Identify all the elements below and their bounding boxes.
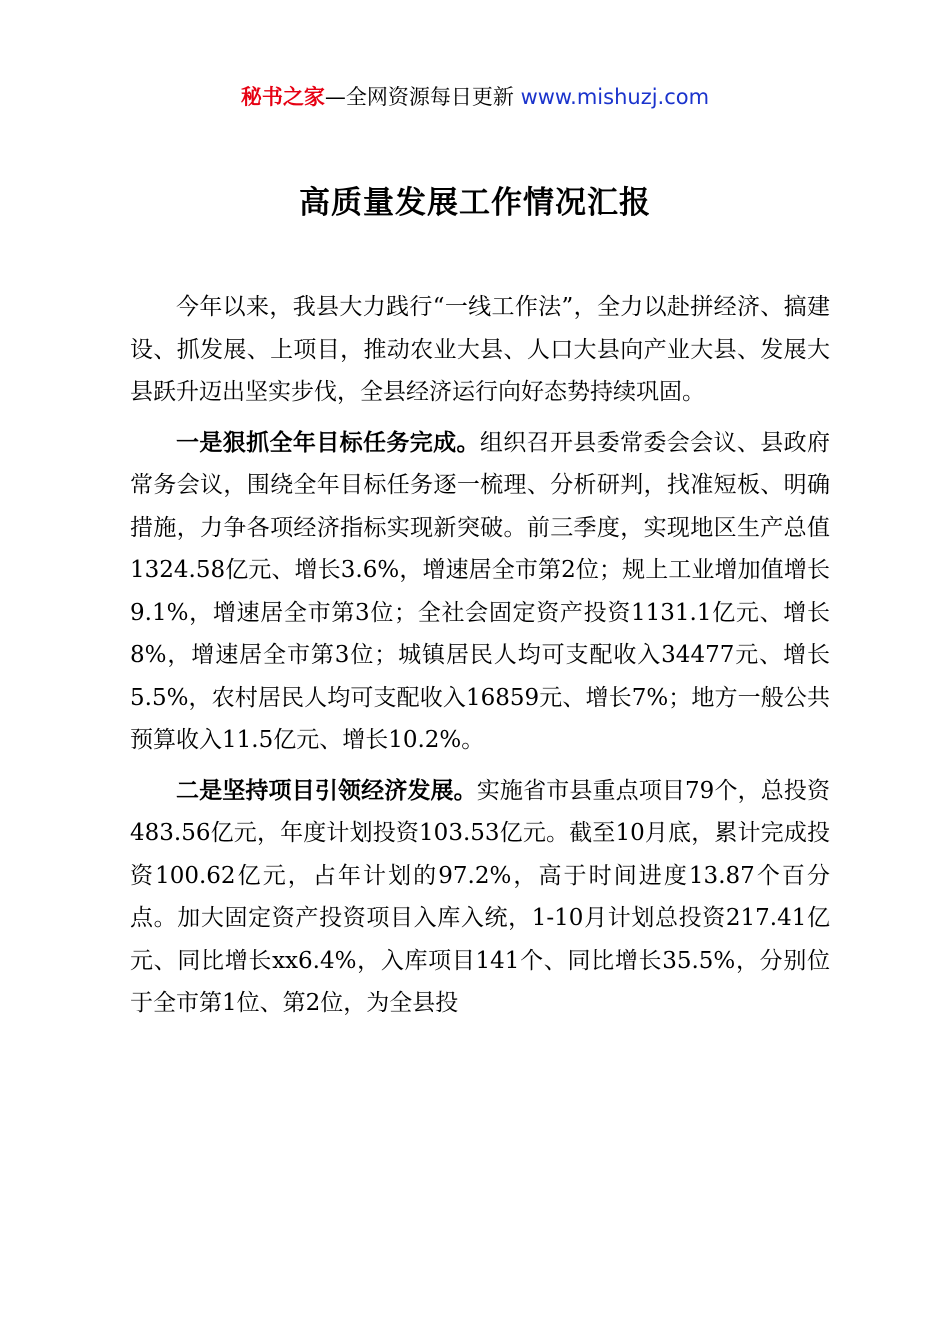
paragraph-text: 实施省市县重点项目79个，总投资483.56亿元，年度计划投资103.53亿元。截至10月底，累计完成投资100.62亿元，占年计划的97.2%，高于时间进度13.87个百分点。加大固定资产投资项目入库入统，1-10月计划总投资217.41亿元、同比增长xx6.4%，入库项目141个、同比增长35.5%，分别位于全市第1位、第2位，为全县投 — [130, 777, 830, 1016]
section-heading: 二是坚持项目引领经济发展。 — [176, 776, 477, 804]
document-body — [130, 286, 830, 1025]
site-brand: 秘书之家 — [240, 85, 325, 109]
paragraph-intro — [130, 286, 830, 414]
document-title: 高质量发展工作情况汇报 — [299, 185, 651, 221]
paragraph-section-2 — [130, 770, 830, 1025]
site-header — [0, 82, 950, 112]
paragraph-text: 组织召开县委常委会会议、县政府常务会议，围绕全年目标任务逐一梳理、分析研判，找准短板、明确措施，力争各项经济指标实现新突破。前三季度，实现地区生产总值1324.58亿元、增长3.6%，增速居全市第2位；规上工业增加值增长9.1%，增速居全市第3位；全社会固定资产投资1131.1亿元、增长8%，增速居全市第3位；城镇居民人均可支配收入34477元、增长5.5%，农村居民人均可支配收入16859元、增长7%；地方一般公共预算收入11.5亿元、增长10.2%。 — [130, 429, 831, 753]
site-url-link[interactable]: www.mishuzj.com — [520, 85, 710, 109]
paragraph-text: 今年以来，我县大力践行“一线工作法”，全力以赴拼经济、搞建设、抓发展、上项目，推动农业大县、人口大县向产业大县、发展大县跃升迈出坚实步伐，全县经济运行向好态势持续巩固。 — [130, 294, 830, 405]
site-tagline: —全网资源每日更新 — [324, 85, 521, 109]
section-heading: 一是狠抓全年目标任务完成。 — [176, 428, 480, 456]
paragraph-section-1 — [130, 422, 830, 762]
